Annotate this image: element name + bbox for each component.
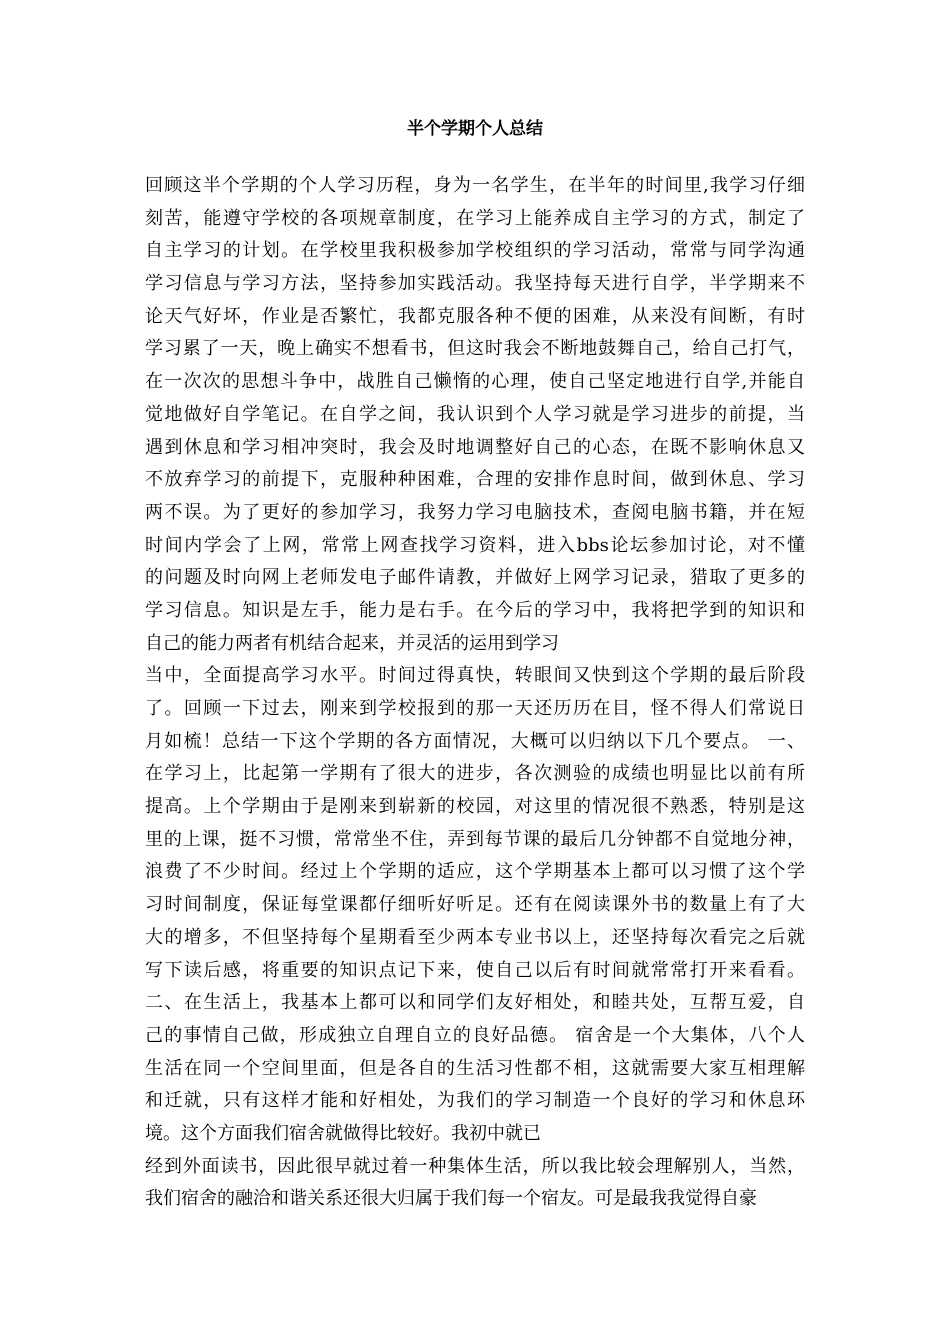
body-line: 刻苦，能遵守学校的各项规章制度，在学习上能养成自主学习的方式，制定了 <box>145 207 805 229</box>
body-line: 二、在生活上，我基本上都可以和同学们友好相处，和睦共处，互帮互爱，自 <box>145 992 805 1014</box>
body-line: 自己的能力两者有机结合起来，并灵活的运用到学习 <box>145 632 559 654</box>
body-line: 里的上课，挺不习惯，常常坐不住，弄到每节课的最后几分钟都不自觉地分神， <box>145 828 805 850</box>
body-line: 当中，全面提高学习水平。时间过得真快，转眼间又快到这个学期的最后阶段 <box>145 665 805 687</box>
body-line: 写下读后感，将重要的知识点记下来，使自己以后有时间就常常打开来看看。 <box>145 959 805 981</box>
body-line: 我们宿舍的融洽和谐关系还很大归属于我们每一个宿友。可是最我我觉得自豪 <box>145 1188 757 1210</box>
body-line: 的问题及时向网上老师发电子邮件请教，并做好上网学习记录，猎取了更多的 <box>145 567 805 589</box>
body-line: 生活在同一个空间里面，但是各自的生活习性都不相，这就需要大家互相理解 <box>145 1057 805 1079</box>
body-line: 己的事情自己做，形成独立自理自立的良好品德。 宿舍是一个大集体，八个人 <box>145 1024 805 1046</box>
body-line: 学习信息。知识是左手，能力是右手。在今后的学习中，我将把学到的知识和 <box>145 599 805 621</box>
body-line: 学习信息与学习方法，坚持参加实践活动。我坚持每天进行自学，半学期来不 <box>145 273 805 295</box>
body-line: 遇到休息和学习相冲突时，我会及时地调整好自己的心态，在既不影响休息又 <box>145 436 805 458</box>
body-line: 两不误。为了更好的参加学习，我努力学习电脑技术，查阅电脑书籍，并在短 <box>145 501 805 523</box>
body-line: 自主学习的计划。在学校里我积极参加学校组织的学习活动，常常与同学沟通 <box>145 240 805 262</box>
body-line: 学习累了一天，晚上确实不想看书，但这时我会不断地鼓舞自己，给自己打气， <box>145 338 805 360</box>
document-title: 半个学期个人总结 <box>407 119 543 139</box>
body-line: 在学习上，比起第一学期有了很大的进步，各次测验的成绩也明显比以前有所 <box>145 763 805 785</box>
document-body <box>145 170 805 1216</box>
body-line: 回顾这半个学期的个人学习历程，身为一名学生，在半年的时间里,我学习仔细 <box>145 175 805 196</box>
body-line: 了。回顾一下过去，刚来到学校报到的那一天还历历在目，怪不得人们常说日 <box>145 698 805 719</box>
body-line: 月如梳！总结一下这个学期的各方面情况，大概可以归纳以下几个要点。 一、 <box>145 730 805 752</box>
body-line: 提高。上个学期由于是刚来到崭新的校园，对这里的情况很不熟悉，特别是这 <box>145 796 805 818</box>
body-line: 在一次次的思想斗争中，战胜自己懒惰的心理，使自己坚定地进行自学,并能自 <box>145 371 805 393</box>
body-line: 和迁就，只有这样才能和好相处，为我们的学习制造一个良好的学习和休息环 <box>145 1090 805 1112</box>
body-line: 境。这个方面我们宿舍就做得比较好。我初中就已 <box>145 1122 541 1144</box>
body-line: 大的增多，不但坚持每个星期看至少两本专业书以上，还坚持每次看完之后就 <box>145 926 805 948</box>
body-line: 浪费了不少时间。经过上个学期的适应，这个学期基本上都可以习惯了这个学 <box>145 861 805 883</box>
body-line: 时间内学会了上网，常常上网查找学习资料，进入bbs论坛参加讨论，对不懂 <box>145 534 805 556</box>
body-line: 习时间制度，保证每堂课都仔细听好听足。还有在阅读课外书的数量上有了大 <box>145 894 805 916</box>
body-line: 经到外面读书，因此很早就过着一种集体生活，所以我比较会理解别人，当然， <box>145 1155 805 1177</box>
body-line: 觉地做好自学笔记。在自学之间，我认识到个人学习就是学习进步的前提，当 <box>145 403 805 425</box>
body-line: 论天气好坏，作业是否繁忙，我都克服各种不便的困难，从来没有间断，有时 <box>145 305 805 327</box>
body-line: 不放弃学习的前提下，克服种种困难，合理的安排作息时间，做到休息、学习 <box>145 469 805 491</box>
